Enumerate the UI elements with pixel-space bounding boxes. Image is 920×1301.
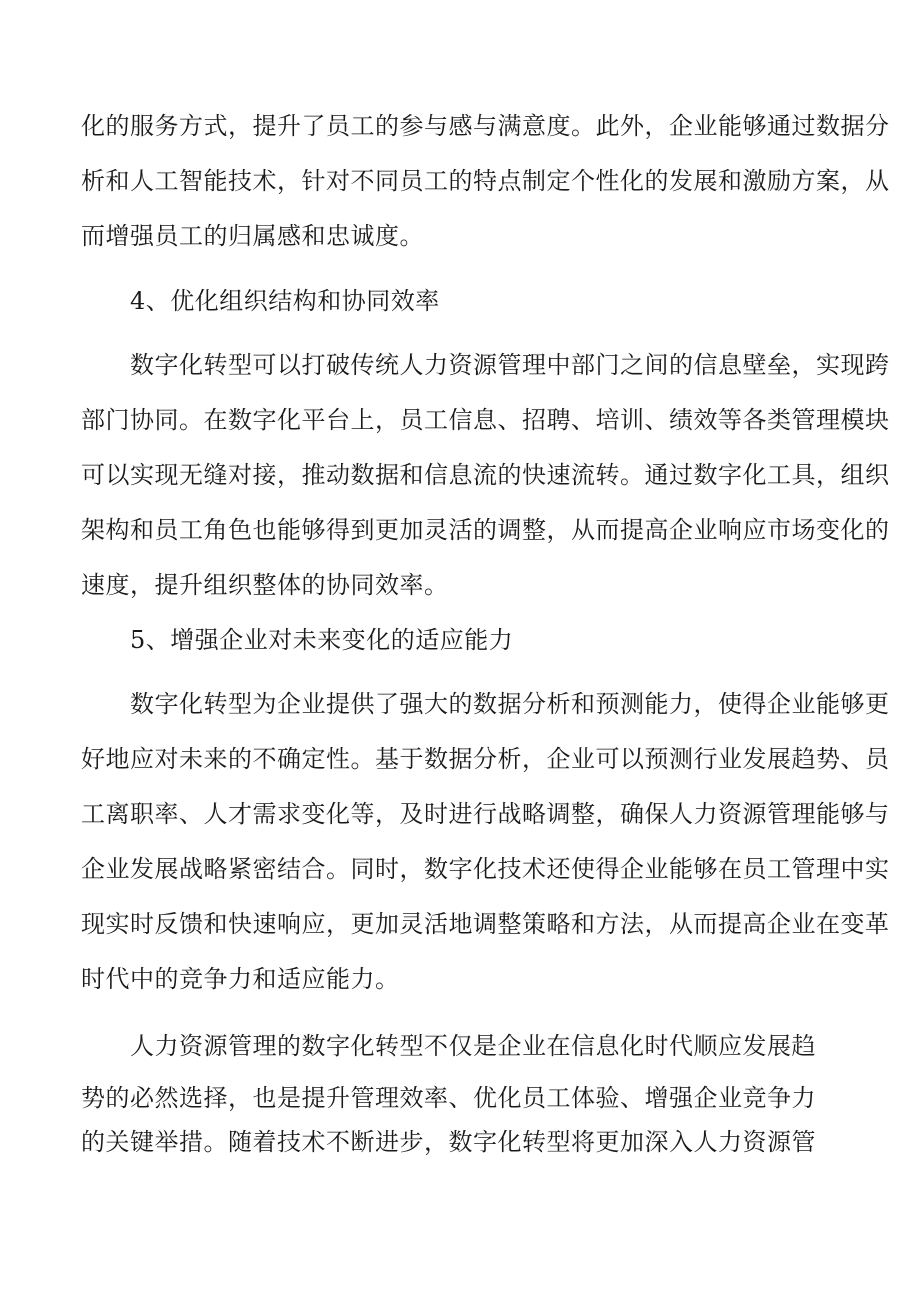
paragraph-line: 势的必然选择，也是提升管理效率、优化员工体验、增强企业竞争力: [81, 1084, 816, 1112]
paragraph-line: 的关键举措。随着技术不断进步，数字化转型将更加深入人力资源管: [81, 1128, 816, 1156]
paragraph-line: 架构和员工角色也能够得到更加灵活的调整，从而提高企业响应市场变化的: [81, 516, 890, 544]
paragraph-line: 而增强员工的归属感和忠诚度。: [81, 222, 424, 250]
paragraph-line: 可以实现无缝对接，推动数据和信息流的快速流转。通过数字化工具，组织: [81, 461, 890, 489]
paragraph-line: 时代中的竞争力和适应能力。: [81, 965, 400, 993]
paragraph-line: 现实时反馈和快速响应，更加灵活地调整策略和方法，从而提高企业在变革: [81, 910, 890, 938]
paragraph-line: 速度，提升组织整体的协同效率。: [81, 571, 449, 599]
paragraph-line: 部门协同。在数字化平台上，员工信息、招聘、培训、绩效等各类管理模块: [81, 406, 890, 434]
paragraph-line: 数字化转型可以打破传统人力资源管理中部门之间的信息壁垒，实现跨: [130, 351, 890, 379]
paragraph-line: 数字化转型为企业提供了强大的数据分析和预测能力，使得企业能够更: [130, 690, 890, 718]
section-heading: 4、优化组织结构和协同效率: [130, 287, 440, 315]
paragraph-line: 化的服务方式，提升了员工的参与感与满意度。此外，企业能够通过数据分: [81, 112, 890, 140]
paragraph-line: 工离职率、人才需求变化等，及时进行战略调整，确保人力资源管理能够与: [81, 800, 890, 828]
paragraph-line: 企业发展战略紧密结合。同时，数字化技术还使得企业能够在员工管理中实: [81, 855, 890, 883]
section-heading: 5、增强企业对未来变化的适应能力: [130, 626, 514, 654]
paragraph-line: 好地应对未来的不确定性。基于数据分析，企业可以预测行业发展趋势、员: [81, 745, 890, 773]
paragraph-line: 人力资源管理的数字化转型不仅是企业在信息化时代顺应发展趋: [130, 1032, 816, 1060]
paragraph-line: 析和人工智能技术，针对不同员工的特点制定个性化的发展和激励方案，从: [81, 167, 890, 195]
